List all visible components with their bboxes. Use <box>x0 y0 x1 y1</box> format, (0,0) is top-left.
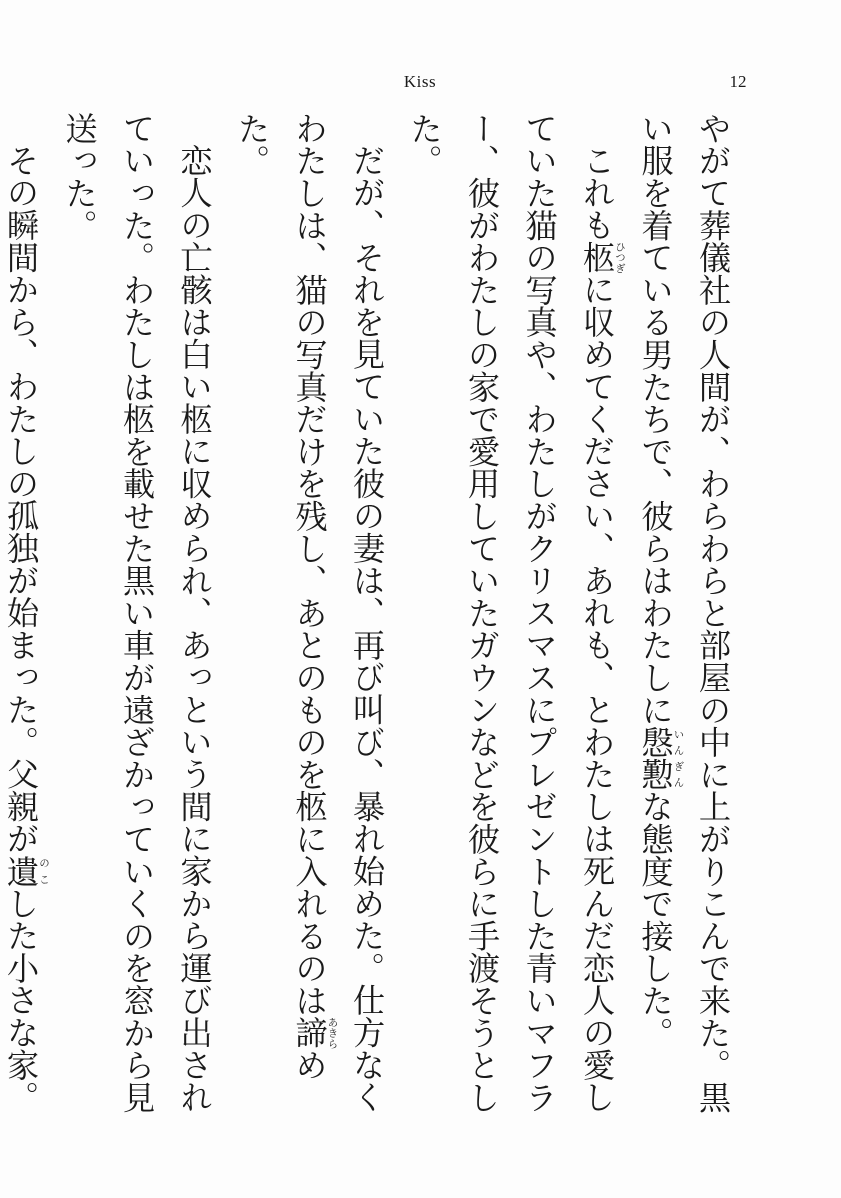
ruby-base: 慇懃 <box>636 725 675 791</box>
ruby-word <box>578 241 626 274</box>
paragraph <box>626 112 741 1132</box>
ruby-base: 柩 <box>578 241 616 274</box>
text-run: その瞬間から、わたしの孤独が始まった。父親が <box>2 144 40 855</box>
ruby-reading: ひつぎ <box>614 241 626 274</box>
ruby-word <box>2 854 50 888</box>
paragraph <box>50 112 223 1132</box>
text-run: これも <box>578 144 616 242</box>
ruby-word <box>636 725 685 791</box>
ruby-reading: あきら <box>326 1016 339 1049</box>
text-run: に収めてください、あれも、とわたしは死んだ恋人の愛していた猫の写真や、わたしがクリスマスにプレゼントした青いマフラー、彼がわたしの家で愛用していたガウンなどを彼らに手渡そうとした。 <box>405 112 616 1114</box>
page-number: 12 <box>729 72 747 91</box>
body-text <box>0 112 741 1132</box>
ruby-base: 諦 <box>290 1016 329 1049</box>
paragraph <box>395 112 626 1132</box>
ruby-reading: いんぎん <box>672 725 685 791</box>
text-run: 恋人の亡骸は白い柩に収められ、あっという間に家から運び出されていった。わたしは柩を載せた黒い車が遠ざかっていくのを窓から見送った。 <box>60 112 214 1114</box>
paragraph <box>0 112 50 1132</box>
text-run: だが、それを見ていた彼の妻は、再び叫び、暴れ始めた。仕方なくわたしは、猫の写真だけを残し、あとのものを柩に入れるのは <box>290 112 386 1114</box>
text-run: した小さな家。 <box>2 887 40 1114</box>
paragraph <box>223 112 396 1132</box>
text-run: な態度で接した。 <box>636 790 675 1049</box>
running-title: Kiss <box>403 72 437 91</box>
ruby-base: 遺 <box>2 854 40 888</box>
text-run: やがて葬儀社の人間が、わらわらと部屋の中に上がりこんで来た。黒い服を着ている男たちで、彼らはわたしに <box>636 112 732 1114</box>
text-run: めた。 <box>233 112 329 1082</box>
ruby-word <box>290 1016 339 1049</box>
ruby-reading: のこ <box>38 854 50 888</box>
